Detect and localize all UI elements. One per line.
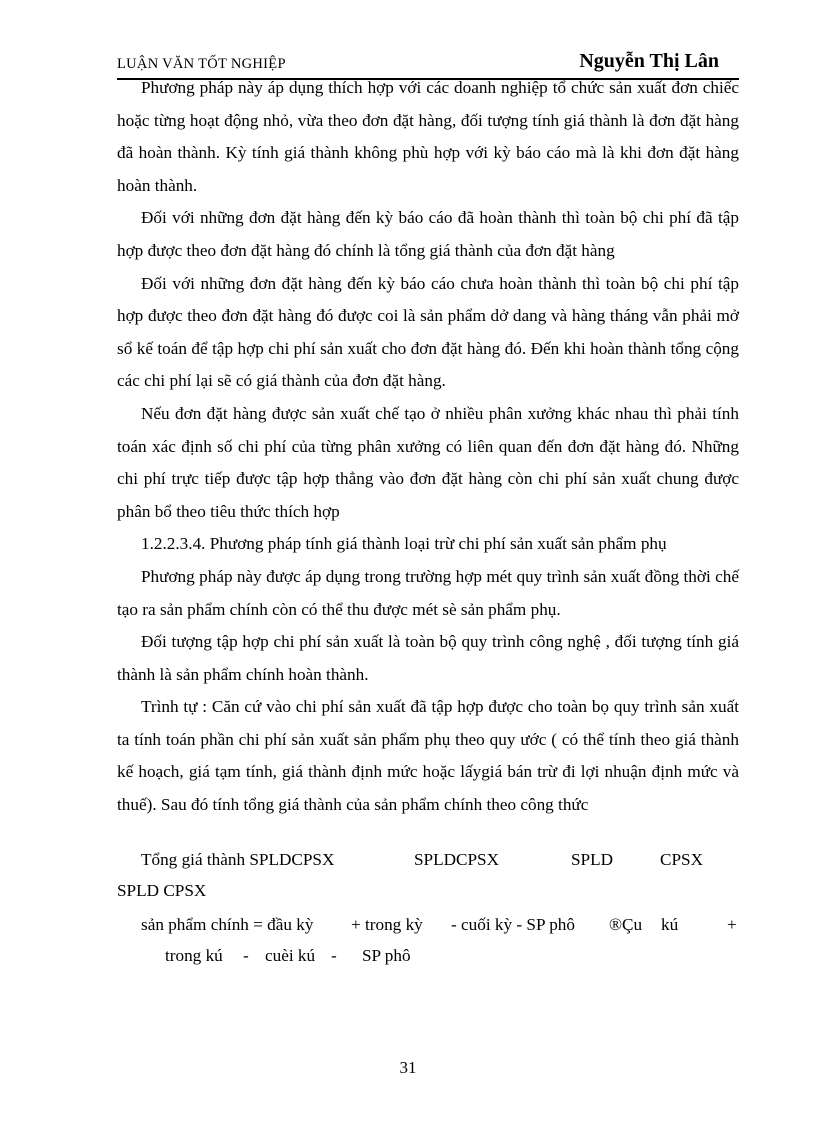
paragraph: Phương pháp này áp dụng thích hợp với các doanh nghiệp tổ chức sản xuất đơn chiếc hoặc từng hoạt động nhỏ, vừa theo đơn đặt hàng, đối tượng tính giá thành là đơn đặt hàng đã hoàn thành. Kỳ tính giá thành không phù hợp với kỳ báo cáo mà là khi đơn đặt hàng hoàn thành. — [117, 78, 739, 195]
body-text — [117, 72, 739, 822]
formula-line-4 — [117, 946, 757, 976]
formula-term: sản phẩm chính = đầu kỳ — [141, 915, 314, 934]
formula-term: CPSX — [660, 850, 703, 869]
formula-line-1 — [117, 850, 757, 880]
paragraph: Trình tự : Căn cứ vào chi phí sản xuất đã tập hợp được cho toàn bọ quy trình sản xuất ta tính toán phần chi phí sản xuất sản phẩm phụ theo quy ước ( có thể tính theo giá thành kế hoạch, giá tạm tính, giá thành định mức hoặc lấygiá bán trừ đi lợi nhuận định mức và thuế). Sau đó tính tổng giá thành của sản phẩm chính theo công thức — [117, 697, 739, 815]
formula-term: + — [727, 915, 737, 934]
formula-term: - — [243, 946, 249, 965]
thesis-label: LUẬN VĂN TỐT NGHIỆP — [117, 56, 286, 72]
paragraph: Đối tượng tập hợp chi phí sản xuất là toàn bộ quy trình công nghệ , đối tượng tính giá thành là sản phẩm chính hoàn thành. — [117, 632, 739, 684]
formula-line-2 — [117, 881, 757, 911]
paragraph: Nếu đơn đặt hàng được sản xuất chế tạo ở nhiều phân xưởng khác nhau thì phải tính toán xác định số chi phí của từng phân xưởng có liên quan đến đơn đặt hàng đó. Những chi phí trực tiếp được tập hợp thẳng vào đơn đặt hàng còn chi phí sản xuất chung được phân bổ theo tiêu thức thích hợp — [117, 403, 739, 521]
section-heading: 1.2.2.3.4. Phương pháp tính giá thành loại trừ chi phí sản xuất sản phẩm phụ — [141, 534, 667, 554]
paragraph: Đối với những đơn đặt hàng đến kỳ báo cáo đã hoàn thành thì toàn bộ chi phí đã tập hợp được theo đơn đặt hàng đó chính là tổng giá thành của đơn đặt hàng — [117, 208, 739, 260]
formula-line-3 — [117, 915, 757, 945]
formula-term: ®Çu — [609, 915, 643, 934]
formula-term: SPLDCPSX — [414, 850, 500, 869]
formula-term: + trong kỳ — [351, 915, 423, 934]
page-number: 31 — [399, 1058, 417, 1077]
formula-term: - — [331, 946, 337, 965]
formula-term: SPLD CPSX — [117, 881, 207, 900]
paragraph: Đối với những đơn đặt hàng đến kỳ báo cáo chưa hoàn thành thì toàn bộ chi phí tập hợp được theo đơn đặt hàng đó được coi là sản phẩm dở dang và hàng tháng vẫn phải mở sổ kế toán để tập hợp chi phí sản xuất cho đơn đặt hàng đó. Đến khi hoàn thành tổng cộng các chi phí lại sẽ có giá thành của đơn đặt hàng. — [117, 273, 739, 391]
formula-term: cuèi kú — [265, 946, 316, 965]
formula-term: trong kú — [165, 946, 223, 965]
formula-term: Tổng giá thành SPLDCPSX — [141, 850, 335, 869]
author-name: Nguyễn Thị Lân — [579, 50, 719, 72]
formula-term: - cuối kỳ - SP phô — [451, 915, 575, 934]
formula-term: SP phô — [362, 946, 411, 965]
paragraph: Phương pháp này được áp dụng trong trường hợp mét quy trình sản xuất đồng thời chế tạo ra sản phẩm chính còn có thể thu được mét sè sản phẩm phụ. — [117, 566, 739, 619]
formula-term: SPLD — [571, 850, 614, 869]
formula-term: kú — [661, 915, 679, 934]
